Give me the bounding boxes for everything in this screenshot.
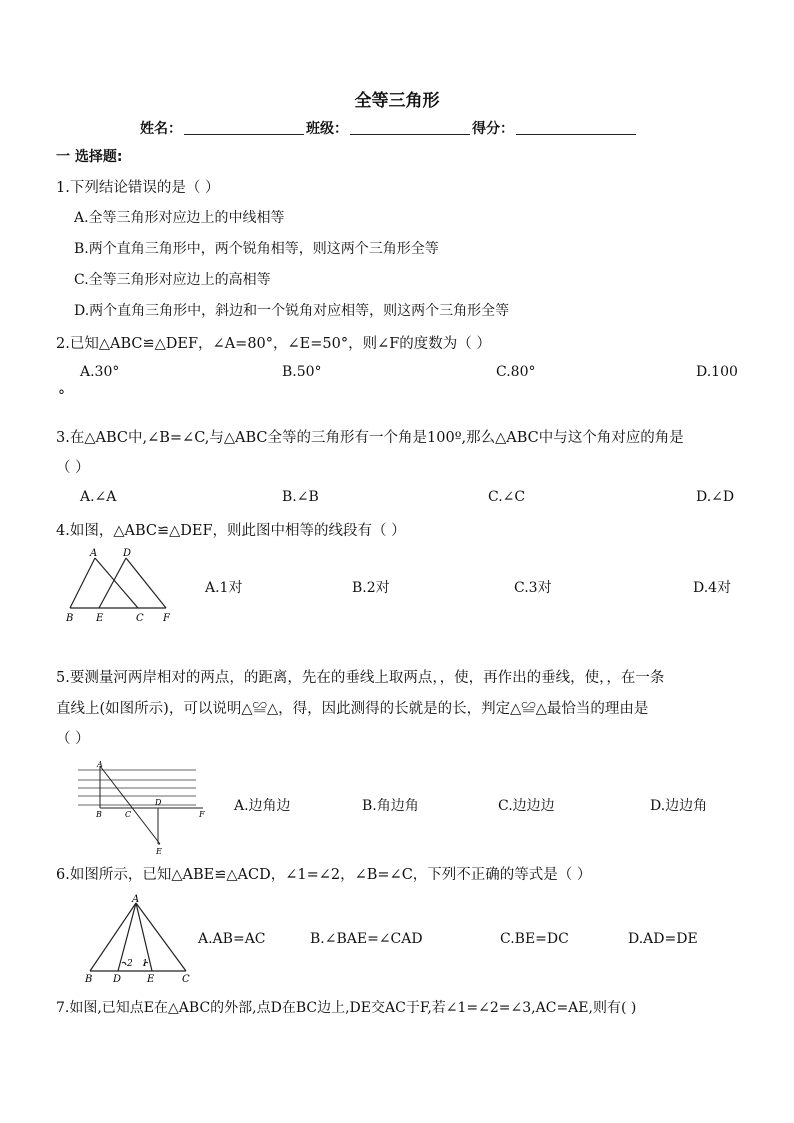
question-1-option-c: C.全等三角形对应边上的高相等 [74,272,271,288]
question-1-option-a: A.全等三角形对应边上的中线相等 [74,210,285,226]
question-4-option-c: C.3对 [514,580,552,596]
question-3-option-b: B.∠B [282,489,319,505]
label-a: A [90,548,98,559]
question-5-stem-line2: 直线上(如图所示)，可以说明△≌△，得，因此测得的长就是的长，判定△≌△最恰当的理由是 [56,701,649,717]
question-3-stem: 3.在△ABC中,∠B=∠C,与△ABC全等的三角形有一个角是100º,那么△ABC中与这个角对应的角是 [56,430,684,446]
question-4-option-d: D.4对 [693,580,732,596]
angle-label-1: 1 [142,959,148,969]
question-7-stem: 7.如图,已知点E在△ABC的外部,点D在BC边上,DE交AC于F,若∠1=∠2=∠3,AC=AE,则有( ) [56,1000,637,1016]
label-a: A [97,760,103,769]
label-e: E [147,974,155,985]
label-d: D [155,798,162,807]
label-d: D [123,548,132,559]
class-blank[interactable] [350,120,470,135]
question-2-option-d: D.100 [696,364,738,380]
question-4-option-b: B.2对 [352,580,390,596]
student-info-line [140,118,638,138]
question-2-option-c: C.80° [496,364,536,380]
label-b: B [66,613,74,624]
page-title: 全等三角形 [354,91,440,111]
label-e: E [96,613,104,624]
question-4-stem: 4.如图，△ABC≌△DEF，则此图中相等的线段有（ ） [56,523,406,539]
label-d: D [113,974,122,985]
question-2-option-b: B.50° [282,364,322,380]
question-5-stem-line1: 5.要测量河两岸相对的两点，的距离，先在的垂线上取两点，，使，再作出的垂线，使，，在一条 [56,670,665,686]
question-6-stem: 6.如图所示，已知△ABE≌△ACD，∠1=∠2，∠B=∠C，下列不正确的等式是（ ） [56,867,592,883]
question-6-option-a: A.AB=AC [198,931,266,947]
question-4-figure [60,545,185,625]
question-3-stem-paren: （ ） [56,460,90,476]
question-1-option-b: B.两个直角三角形中，两个锐角相等，则这两个三角形全等 [74,241,439,257]
label-f: F [163,613,170,624]
question-2-stem: 2.已知△ABC≌△DEF，∠A=80°，∠E=50°，则∠F的度数为（ ） [56,336,491,352]
question-6-option-d: D.AD=DE [628,931,698,947]
question-5-option-b: B.角边角 [362,798,419,814]
question-1-option-d: D.两个直角三角形中，斜边和一个锐角对应相等，则这两个三角形全等 [74,303,510,319]
question-5-option-c: C.边边边 [498,798,555,814]
question-2-tail: ° [58,388,65,404]
label-c: C [182,974,190,985]
question-6-option-c: C.BE=DC [500,931,569,947]
label-c: C [125,810,132,819]
label-b: B [96,810,102,819]
label-f: F [199,810,205,819]
question-6-option-b: B.∠BAE=∠CAD [310,931,423,947]
question-3-option-d: D.∠D [696,489,735,505]
question-4-option-a: A.1对 [205,580,243,596]
question-5-option-a: A.边角边 [234,798,291,814]
angle-label-2: 2 [127,959,133,969]
question-5-option-d: D.边边角 [650,798,708,814]
label-a: A [132,894,140,905]
class-label: 班级： [306,121,348,137]
section-heading: 一 选择题: [56,149,123,165]
question-3-option-a: A.∠A [80,489,117,505]
question-3-option-c: C.∠C [488,489,526,505]
label-b: B [85,974,93,985]
name-blank[interactable] [184,120,304,135]
question-1-stem: 1.下列结论错误的是（ ） [56,180,220,196]
label-c: C [136,613,144,624]
question-5-stem-paren: （ ） [56,731,90,747]
score-label: 得分： [472,121,514,137]
label-e: E [156,847,162,856]
name-label: 姓名： [140,121,182,137]
question-5-figure [78,758,208,856]
question-2-option-a: A.30° [80,364,120,380]
score-blank[interactable] [516,120,636,135]
question-6-figure [80,893,200,985]
